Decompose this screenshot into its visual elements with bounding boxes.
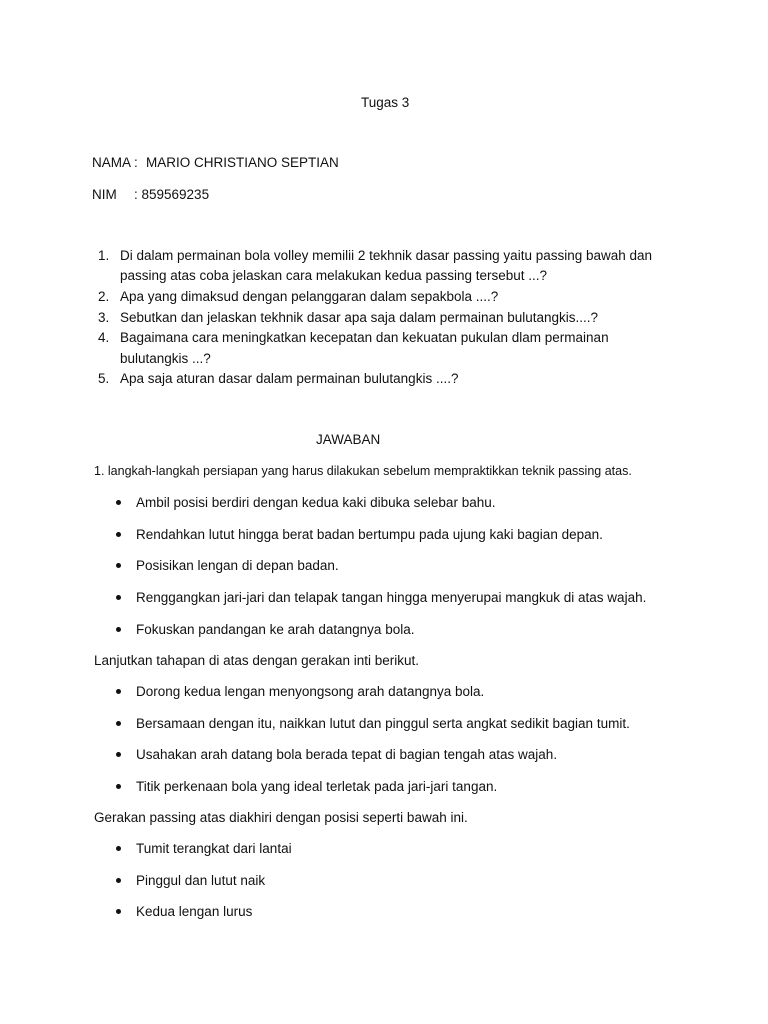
bullet-icon: [116, 784, 121, 789]
question-number: 3.: [98, 310, 110, 325]
bullet-icon: [116, 909, 121, 914]
bullet-icon: [116, 627, 121, 632]
bullet-icon: [116, 595, 121, 600]
list-item: Usahakan arah datang bola berada tepat di bagian tengah atas wajah.: [136, 747, 558, 762]
bullet-icon: [116, 846, 121, 851]
list-item: Titik perkenaan bola yang ideal terletak pada jari-jari tangan.: [136, 779, 498, 794]
question-number: 5.: [98, 371, 110, 386]
question-text: Apa saja aturan dasar dalam permainan bulutangkis ....?: [120, 371, 459, 386]
question-text: Bagaimana cara meningkatkan kecepatan dan kekuatan pukulan dlam permainan: [120, 330, 609, 345]
answer-heading: JAWABAN: [316, 432, 381, 447]
question-text: Apa yang dimaksud dengan pelanggaran dalam sepakbola ....?: [120, 289, 499, 304]
end-intro: Gerakan passing atas diakhiri dengan posisi seperti bawah ini.: [94, 810, 468, 825]
list-item: Rendahkan lutut hingga berat badan bertumpu pada ujung kaki bagian depan.: [136, 527, 603, 542]
list-item: Posisikan lengan di depan badan.: [136, 558, 339, 573]
nim-value: : 859569235: [134, 187, 210, 202]
question-number: 4.: [98, 330, 110, 345]
nama-label: NAMA :: [92, 155, 138, 170]
list-item: Bersamaan dengan itu, naikkan lutut dan pinggul serta angkat sedikit bagian tumit.: [136, 716, 630, 731]
bullet-icon: [116, 752, 121, 757]
question-text: Sebutkan dan jelaskan tekhnik dasar apa saja dalam permainan bulutangkis....?: [120, 310, 599, 325]
bullet-icon: [116, 532, 121, 537]
list-item: Renggangkan jari-jari dan telapak tangan hingga menyerupai mangkuk di atas wajah.: [136, 590, 647, 605]
question-text: bulutangkis ...?: [120, 351, 211, 366]
bullet-icon: [116, 721, 121, 726]
core-intro: Lanjutkan tahapan di atas dengan gerakan inti berikut.: [94, 653, 419, 668]
list-item: Ambil posisi berdiri dengan kedua kaki dibuka selebar bahu.: [136, 495, 496, 510]
nim-label: NIM: [92, 187, 117, 202]
list-item: Dorong kedua lengan menyongsong arah datangnya bola.: [136, 684, 485, 699]
question-number: 1.: [98, 248, 110, 263]
question-text: Di dalam permainan bola volley memilii 2 tekhnik dasar passing yaitu passing bawah dan: [120, 248, 653, 263]
bullet-icon: [116, 500, 121, 505]
list-item: Tumit terangkat dari lantai: [136, 841, 292, 856]
nama-value: MARIO CHRISTIANO SEPTIAN: [146, 155, 339, 170]
list-item: Fokuskan pandangan ke arah datangnya bola.: [136, 622, 415, 637]
page-title: Tugas 3: [361, 95, 410, 110]
bullet-icon: [116, 563, 121, 568]
bullet-icon: [116, 878, 121, 883]
bullet-icon: [116, 689, 121, 694]
list-item: Kedua lengan lurus: [136, 904, 253, 919]
question-number: 2.: [98, 289, 110, 304]
list-item: Pinggul dan lutut naik: [136, 873, 266, 888]
answer-intro: 1. langkah-langkah persiapan yang harus dilakukan sebelum mempraktikkan teknik passing atas.: [94, 464, 632, 478]
question-text: passing atas coba jelaskan cara melakukan kedua passing tersebut ...?: [120, 268, 548, 283]
